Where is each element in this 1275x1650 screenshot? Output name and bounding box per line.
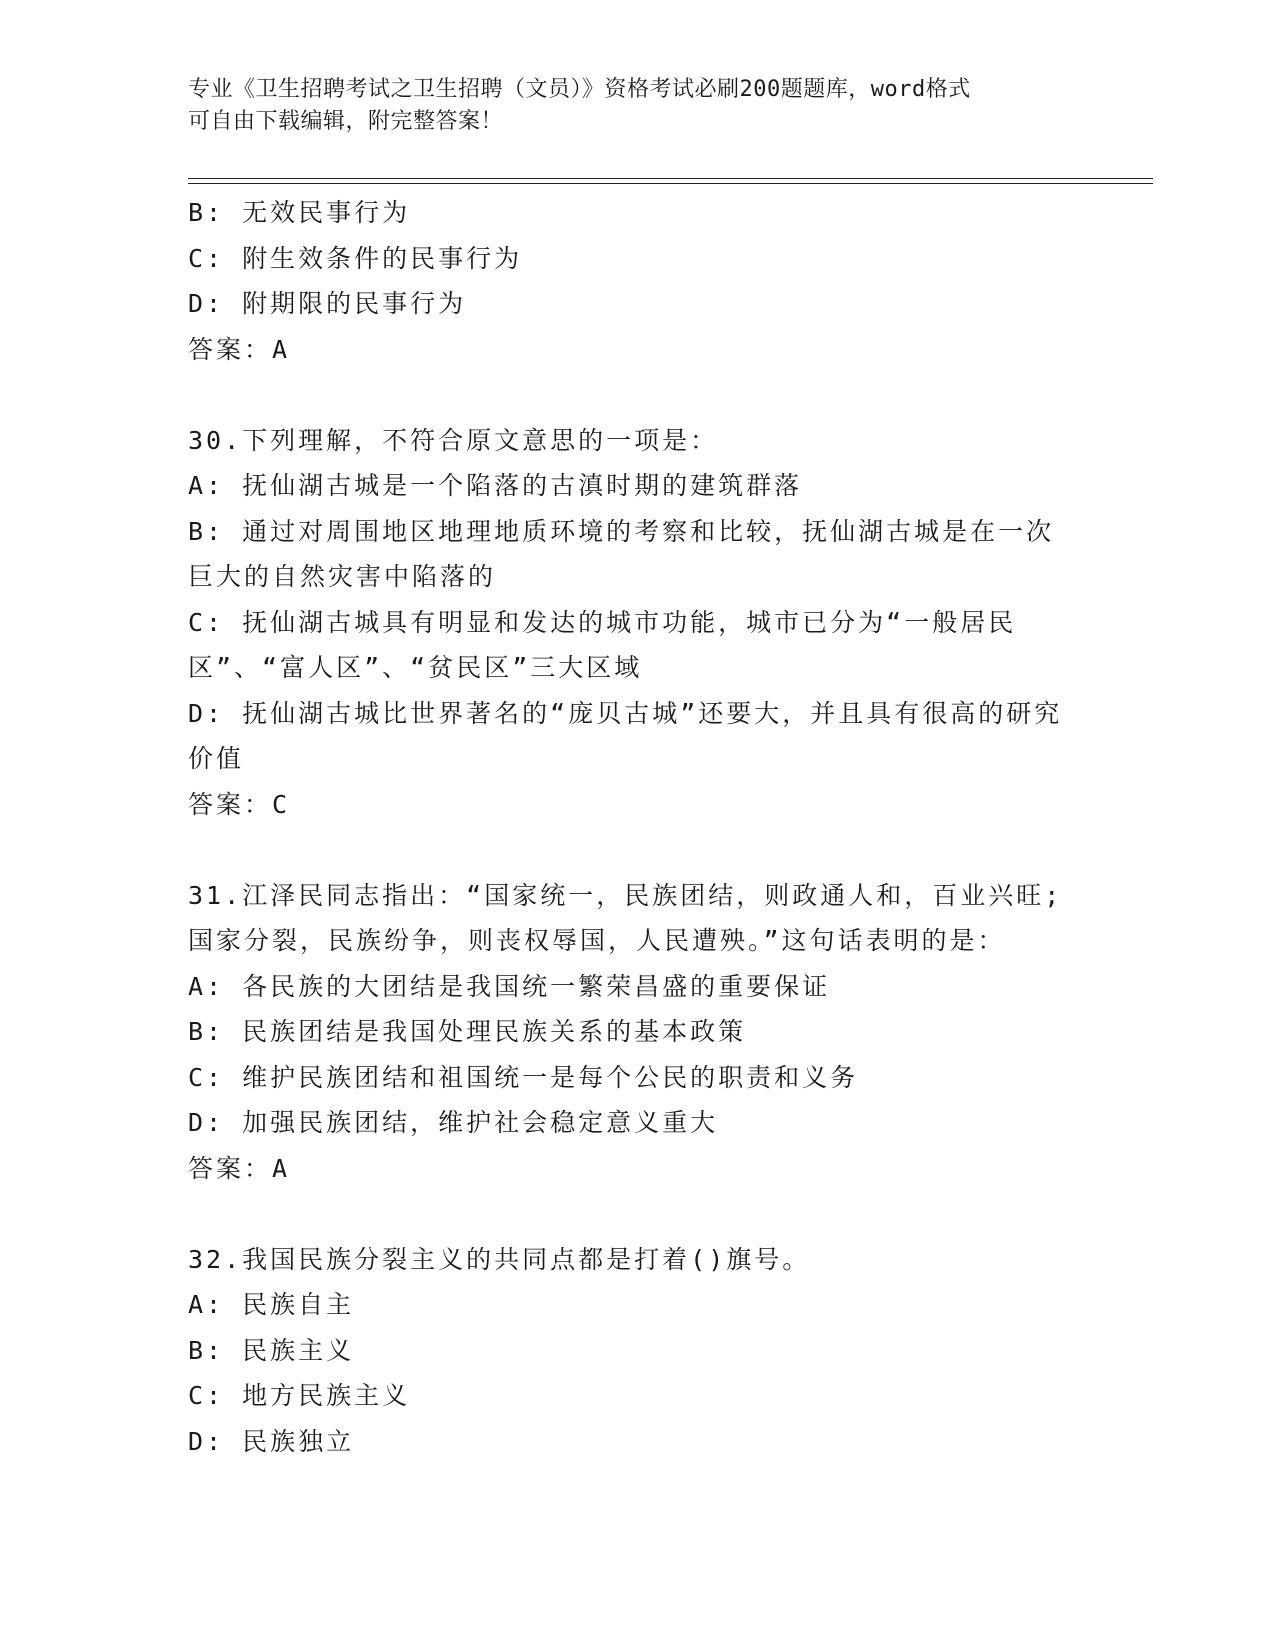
- header-line-2: 可自由下载编辑，附完整答案！: [188, 109, 504, 134]
- option-c: C: 维护民族团结和祖国统一是每个公民的职责和义务: [188, 1062, 859, 1092]
- option-c: C: 附生效条件的民事行为: [188, 243, 523, 273]
- answer-line: [188, 782, 1078, 828]
- option-b: B: 民族主义: [188, 1335, 355, 1365]
- header-divider-bottom: [188, 183, 1153, 184]
- question-stem: 30.下列理解，不符合原文意思的一项是：: [188, 425, 719, 455]
- header-divider-top: [188, 178, 1153, 179]
- option-a: A: 各民族的大团结是我国统一繁荣昌盛的重要保证: [188, 971, 831, 1001]
- answer-label: 答案：: [188, 334, 273, 364]
- header-line-1: 专业《卫生招聘考试之卫生招聘（文员）》资格考试必刷200题题库，word格式: [188, 77, 971, 102]
- option-b: B: 无效民事行为: [188, 198, 411, 227]
- question-list: [188, 190, 1078, 1464]
- question-stem: 32.我国民族分裂主义的共同点都是打着()旗号。: [188, 1244, 811, 1274]
- answer-line: [188, 327, 1078, 373]
- option-d: D: 抚仙湖古城比世界著名的“庞贝古城”还要大，并且具有很高的研究价值: [188, 698, 1063, 773]
- option-a: A: 民族自主: [188, 1290, 355, 1319]
- question-31: [188, 873, 1078, 1192]
- option-c: C: 抚仙湖古城具有明显和发达的城市功能，城市已分为“一般居民区”、“富人区”、“贫民区”三大区域: [188, 607, 1017, 682]
- spacer: [188, 1191, 1078, 1237]
- option-a: A: 抚仙湖古城是一个陷落的古滇时期的建筑群落: [188, 471, 803, 500]
- answer-line: [188, 1146, 1078, 1192]
- option-b: B: 民族团结是我国处理民族关系的基本政策: [188, 1017, 747, 1046]
- answer-label: 答案：: [188, 789, 273, 819]
- question-stem: 31.江泽民同志指出：“国家统一，民族团结，则政通人和，百业兴旺;国家分裂，民族纷争，则丧权辱国，人民遭殃。”这句话表明的是：: [188, 880, 1063, 955]
- answer-value: A: [272, 1153, 291, 1183]
- prev-question: [188, 190, 1078, 372]
- answer-label: 答案：: [188, 1153, 273, 1183]
- option-d: D: 加强民族团结，维护社会稳定意义重大: [188, 1108, 719, 1137]
- option-c: C: 地方民族主义: [188, 1381, 411, 1410]
- option-d: D: 民族独立: [188, 1426, 355, 1456]
- answer-value: C: [272, 789, 291, 819]
- option-d: D: 附期限的民事行为: [188, 289, 467, 318]
- document-header: [188, 74, 1068, 138]
- question-30: [188, 418, 1078, 828]
- spacer: [188, 372, 1078, 418]
- question-32: [188, 1237, 1078, 1465]
- spacer: [188, 827, 1078, 873]
- option-b: B: 通过对周围地区地理地质环境的考察和比较，抚仙湖古城是在一次巨大的自然灾害中陷落的: [188, 516, 1055, 591]
- answer-value: A: [272, 334, 291, 364]
